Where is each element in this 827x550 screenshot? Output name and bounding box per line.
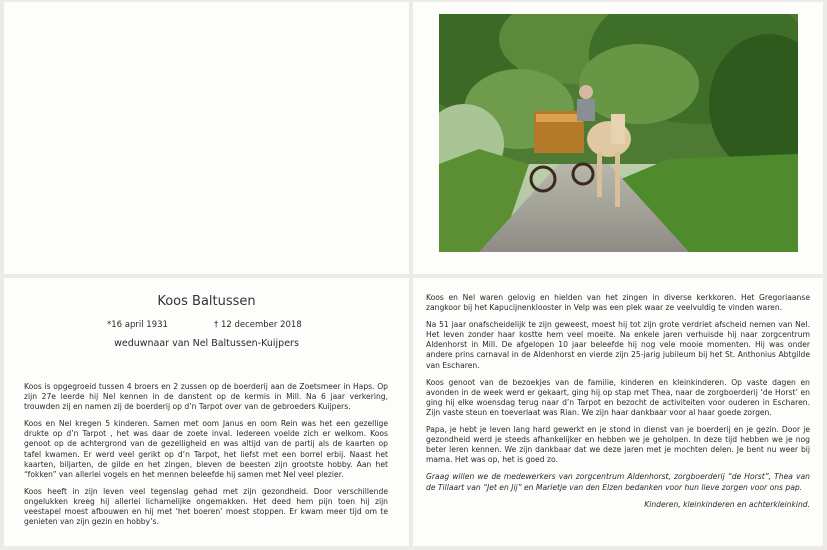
deceased-name: Koos Baltussen: [157, 294, 256, 309]
death-date: † 12 december 2018: [214, 320, 302, 330]
paragraph: Koos is opgegroeid tussen 4 broers en 2 zussen op de boerderij aan de Zoetsmeer in Haps. Op zijn 27e leerde hij Nel kennen in de danstent op de kermis in Mill. Na 6 jaar verkering, trouwden zij en namen zij de boerderij op d’n Tarpot over van de gebroeders Kuijpers.: [24, 382, 388, 412]
card-photo-panel: [413, 2, 823, 274]
paragraph: Koos heeft in zijn leven veel tegenslag gehad met zijn gezondheid. Door verschillende ongelukken kreeg hij allerlei lichamelijke ongemakken. Het deed hem pijn toen hij zijn veestapel moest afbouwen en hij met ‘het boeren’ moest stoppen. Er kwam meer tijd om te genieten van zijn gezin en hobby’s.: [24, 486, 388, 527]
thanks-note: Graag willen we de medewerkers van zorgcentrum Aldenhorst, zorgboerderij “de Horst”, Thea van de Tillaart van “Jet en Jij” en Marietje van den Elzen bedanken voor hun lieve zorgen voor ons pap.: [426, 472, 810, 492]
birth-date: *16 april 1931: [107, 320, 168, 330]
card-obituary-right: [413, 278, 823, 546]
paragraph: Koos en Nel waren gelovig en hielden van het zingen in diverse kerkkoren. Het Gregoriaanse zangkoor bij het Kapucijnenklooster in Velp was een plek waar ze veelvuldig te vinden waren.: [426, 293, 810, 313]
card-front-blank: [4, 2, 409, 274]
signature: Kinderen, kleinkinderen en achterkleinkind.: [644, 499, 810, 509]
widower-line: weduwnaar van Nel Baltussen-Kuijpers: [114, 338, 299, 349]
paragraph: Na 51 jaar onafscheidelijk te zijn geweest, moest hij tot zijn grote verdriet afscheid nemen van Nel. Het leven zonder haar kostte hem veel moeite. Na enkele jaren verhuisde hij naar zorgcentrum Aldenhorst in Mill. De afgelopen 10 jaar beleefde hij nog vele mooie momenten. Hij was onder andere prins carnaval in de Aldenhorst en vierde zijn 25-jarig jubileum bij het St. Anthonius Abtgilde van Escharen.: [426, 320, 810, 370]
paragraph: Koos en Nel kregen 5 kinderen. Samen met oom Janus en oom Rein was het een gezellige drukte op d’n Tarpot , het was daar de zoete inval. Iedereen voelde zich er welkom. Koos genoot op de achtergrond van de gezelligheid en was altijd van de partij als de kaarten op tafel kwamen. Er werd veel gerikt op d’n Tarpot, het liefst met een borrel erbij. Naast het kaarten, biljarten, de gilde en het zingen, bleven de beesten zijn grootste hobby. Aan het “fokken” van allerlei vogels en het mennen beleefde hij samen met Nel veel plezier.: [24, 419, 388, 479]
paragraph: Koos genoot van de bezoekjes van de familie, kinderen en kleinkinderen. Op vaste dagen en avonden in de week werd er gekaart, ging hij op stap met Thea, naar de zorgboerderij ‘de Horst’ en ging hij elke woensdag terug naar d’n Tarpot en bezocht de activiteiten voor ouderen in Escharen. Zijn vaste steun en toeverlaat was Rian. We zijn haar dankbaar voor al haar goede zorgen.: [426, 377, 810, 417]
card-obituary-left: [4, 278, 409, 546]
horse-carriage-photo: [439, 14, 798, 252]
right-body-text: [426, 293, 810, 517]
left-body-text: [24, 382, 388, 534]
paragraph: Papa, je hebt je leven lang hard gewerkt en je stond in dienst van je boerderij en je gezin. Door je gezondheid werd je steeds afhankelijker en hebben we je geholpen. In deze tijd hebben we je nog beter leren kennen. We zijn dankbaar dat we deze jaren met je mochten delen. Je bent nu weer bij mama. Het was op, het is goed zo.: [426, 425, 810, 465]
